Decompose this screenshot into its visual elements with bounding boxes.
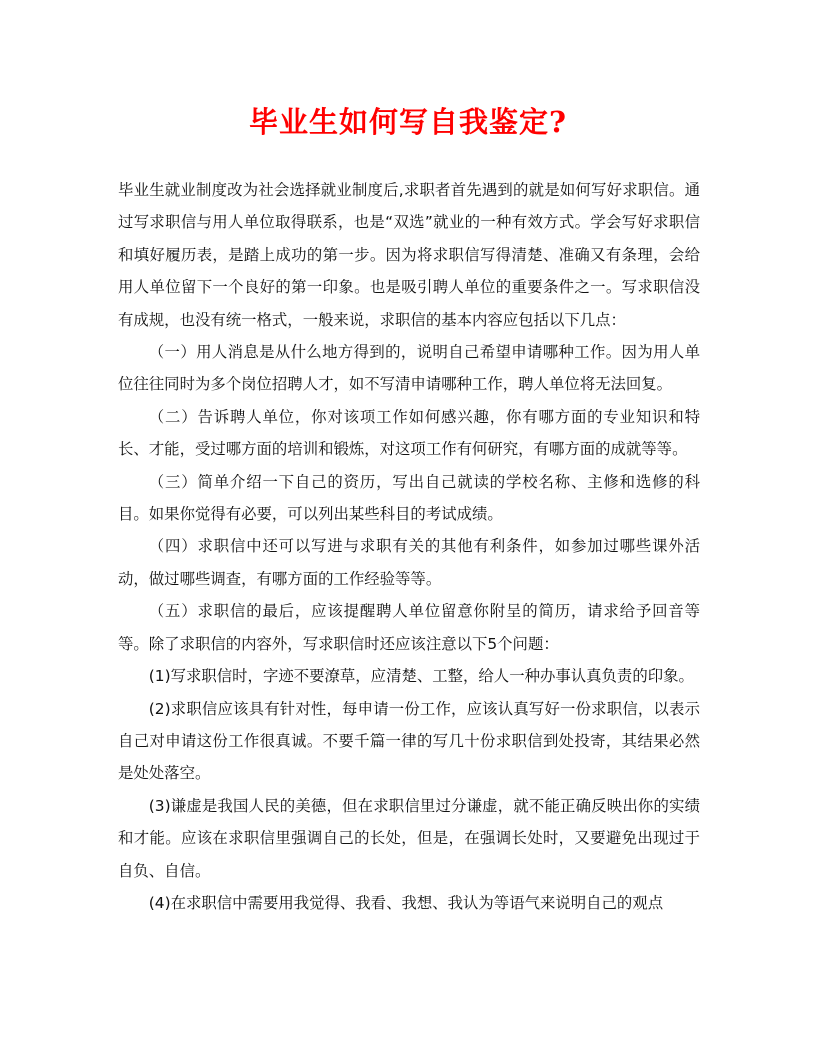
document-title: 毕业生如何写自我鉴定? bbox=[249, 105, 567, 139]
paragraph-point-4: （四）求职信中还可以写进与求职有关的其他有利条件，如参加过哪些课外活动，做过哪些调查，有哪方面的工作经验等等。 bbox=[118, 537, 700, 588]
paragraph-point-2: （二）告诉聘人单位，你对该项工作如何感兴趣，你有哪方面的专业知识和特长、才能，受过哪方面的培训和锻炼，对这项工作有何研究，有哪方面的成就等等。 bbox=[118, 407, 700, 459]
paragraph-issue-4: (4)在求职信中需要用我觉得、我看、我想、我认为等语气来说明自己的观点 bbox=[148, 893, 664, 912]
paragraph-issue-3: (3)谦虚是我国人民的美德，但在求职信里过分谦虚，就不能正确反映出你的实绩和才能。应该在求职信里强调自己的长处，但是，在强调长处时，又要避免出现过于自负、自信。 bbox=[118, 796, 700, 880]
document-body bbox=[118, 174, 700, 919]
paragraph-issue-1: (1)写求职信时，字迹不要潦草，应清楚、工整，给人一种办事认真负责的印象。 bbox=[148, 667, 694, 686]
paragraph-issue-2: (2)求职信应该具有针对性，每申请一份工作，应该认真写好一份求职信，以表示自己对申请这份工作很真诚。不要千篇一律的写几十份求职信到处投寄，其结果必然是处处落空。 bbox=[118, 699, 700, 783]
paragraph-point-1: （一）用人消息是从什么地方得到的，说明自己希望申请哪种工作。因为用人单位往往同时为多个岗位招聘人才，如不写清申请哪种工作，聘人单位将无法回复。 bbox=[118, 343, 700, 394]
paragraph-point-3: （三）简单介绍一下自己的资历，写出自己就读的学校名称、主修和选修的科目。如果你觉得有必要，可以列出某些科目的考试成绩。 bbox=[118, 472, 700, 524]
paragraph-intro: 毕业生就业制度改为社会选择就业制度后,求职者首先遇到的就是如何写好求职信。通过写求职信与用人单位取得联系，也是“双选”就业的一种有效方式。学会写好求职信和填好履历表，是踏上成功的第一步。因为将求职信写得清楚、准确又有条理，会给用人单位留下一个良好的第一印象。也是吸引聘人单位的重要条件之一。写求职信没有成规，也没有统一格式，一般来说，求职信的基本内容应包括以下几点： bbox=[118, 181, 700, 329]
paragraph-point-5: （五）求职信的最后，应该提醒聘人单位留意你附呈的简历，请求给予回音等等。除了求职信的内容外，写求职信时还应该注意以下5个问题： bbox=[118, 602, 700, 653]
